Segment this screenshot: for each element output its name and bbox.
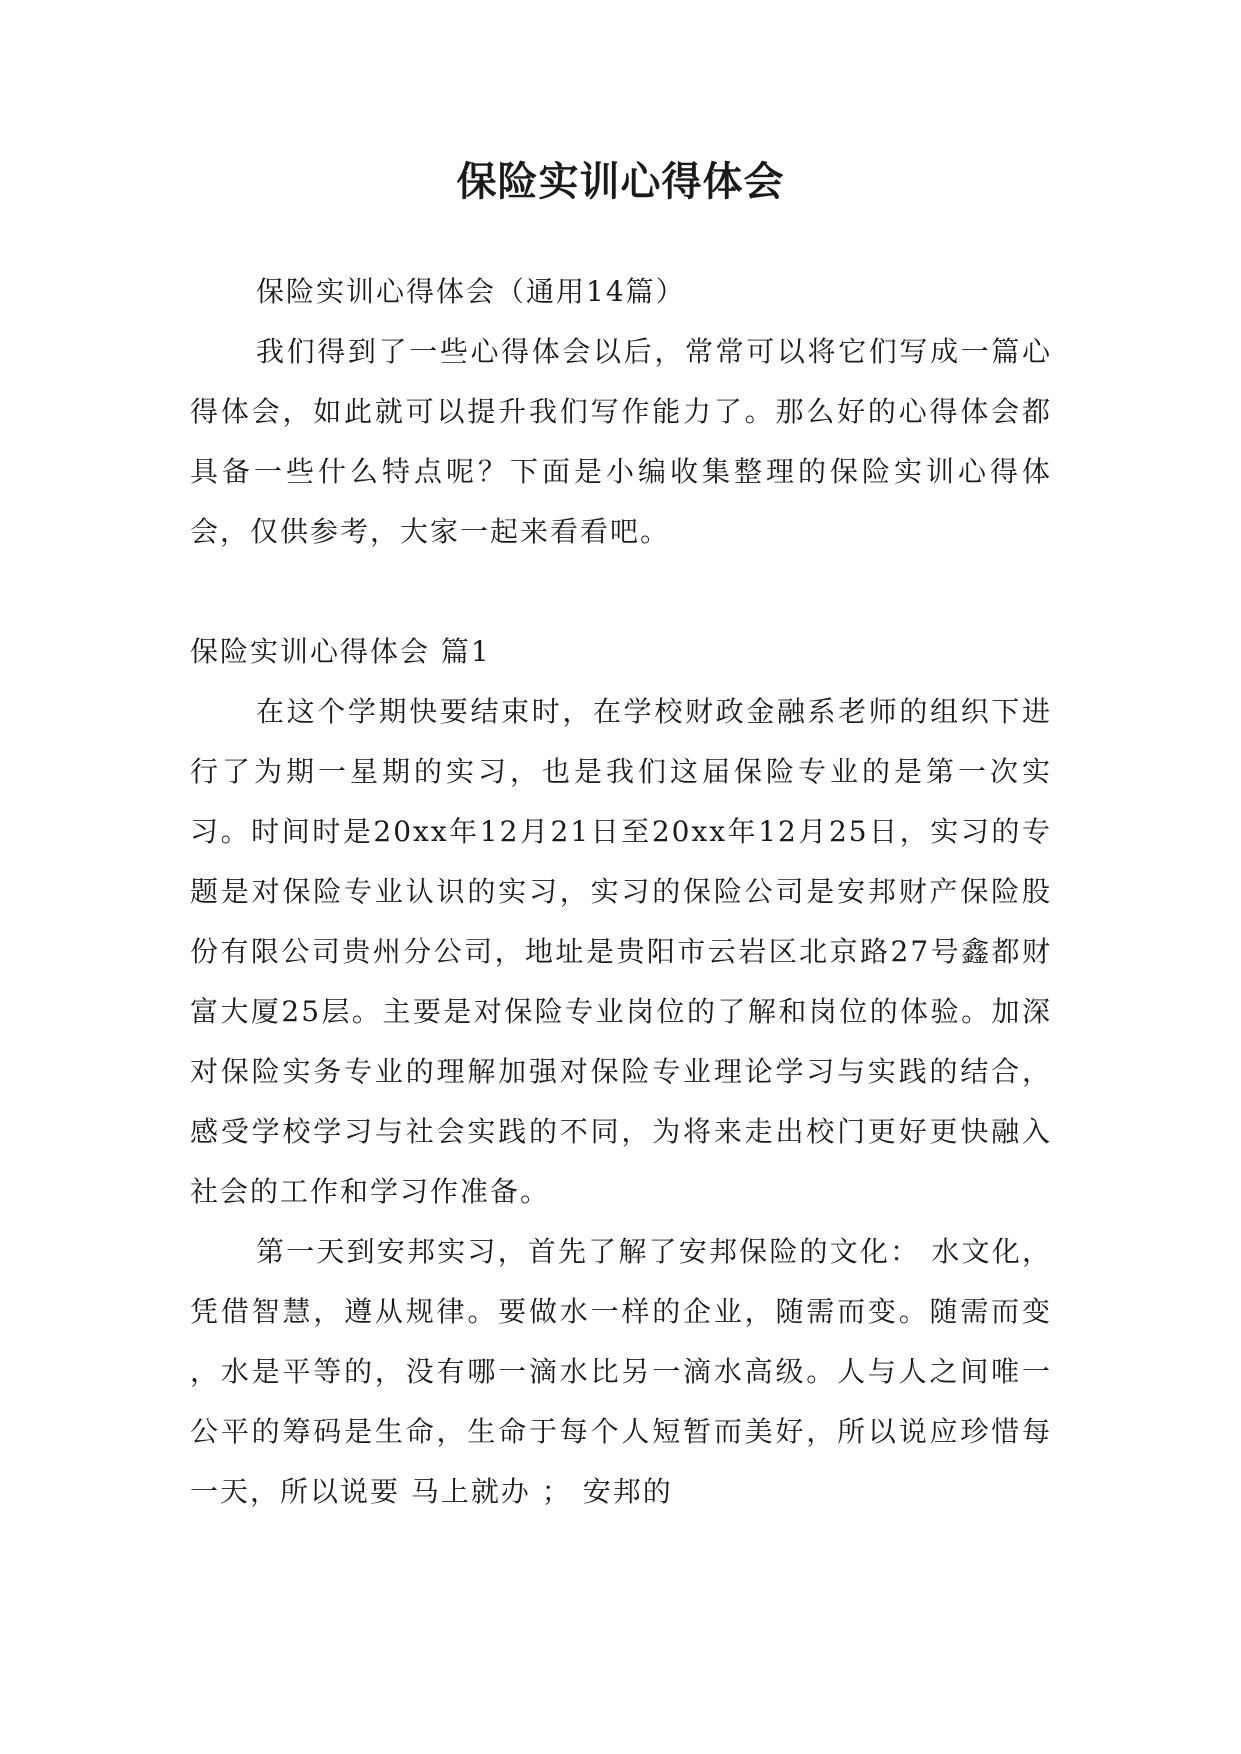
intro-paragraph: 我们得到了一些心得体会以后，常常可以将它们写成一篇心得体会，如此就可以提升我们写作能力了。那么好的心得体会都具备一些什么特点呢？下面是小编收集整理的保险实训心得体会，仅供参考，大家一起来看看吧。 [190,335,1052,548]
document-title: 保险实训心得体会 [456,158,785,205]
body-paragraph: 在这个学期快要结束时，在学校财政金融系老师的组织下进行了为期一星期的实习，也是我们这届保险专业的是第一次实习。时间时是20xx年12月21日至20xx年12月25日，实习的专题是对保险专业认识的实习，实习的保险公司是安邦财产保险股份有限公司贵州分公司，地址是贵阳市云岩区北京路27号鑫都财富大厦25层。主要是对保险专业岗位的了解和岗位的体验。加深对保险实务专业的理解加强对保险专业理论学习与实践的结合，感受学校学习与社会实践的不同，为将来走出校门更好更快融入社会的工作和学习作准备。 [190,695,1052,1208]
body-paragraph: 第一天到安邦实习，首先了解了安邦保险的文化： 水文化，凭借智慧，遵从规律。要做水一样的企业，随需而变。随需而变 ，水是平等的，没有哪一滴水比另一滴水高级。人与人之间唯一公平的筹码是生命，生命于每个人短暂而美好，所以说应珍惜每一天，所以说要 马上就办 ； 安邦的 [190,1235,1052,1508]
document-subtitle: 保险实训心得体会（通用14篇） [256,275,686,308]
section-heading: 保险实训心得体会 篇1 [190,635,491,668]
document-body [190,262,1052,1522]
